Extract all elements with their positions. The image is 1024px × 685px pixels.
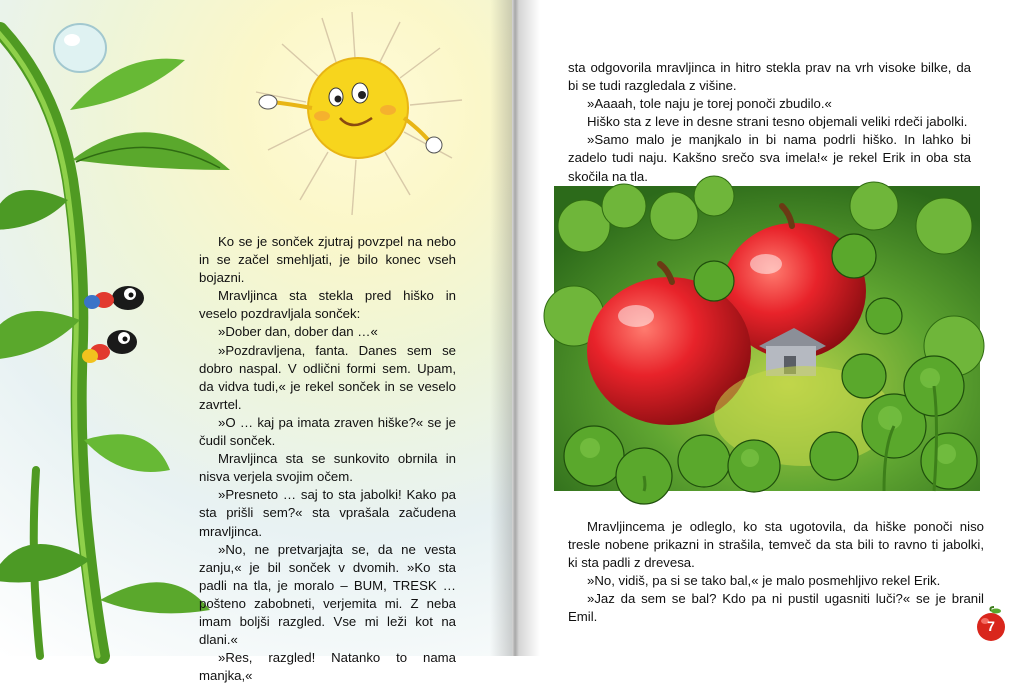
paragraph: »O … kaj pa imata zraven hiške?« se je čudil sonček. [199,414,456,449]
paragraph: »No, vidiš, pa si se tako bal,« je malo posmehljivo rekel Erik. [587,573,941,589]
paragraph: »Presneto … saj to sta jabolki! Kako pa sta prišli sem?« sta vprašala začudena mravljinca. [199,487,456,539]
paragraph: »Dober dan, dober dan …« [218,324,378,340]
paragraph: Mravljincema je odleglo, ko sta ugotovila, da hiške ponoči niso tresle nobene prikazni in strašila, temveč da sta bili to ravno ti jabolki, ki sta padli z drevesa. [568,519,984,571]
paragraph: Mravljinca sta se sunkovito obrnila in nisva verjela svojim očem. [199,451,456,485]
paragraph: Mravljinca sta stekla pred hiško in veselo pozdravljala sonček: [199,288,456,322]
page-gutter [490,0,540,656]
paragraph: sta odgovorila mravljinca in hitro stekla prav na vrh visoke bilke, da bi se tudi razgledala z višine. [568,60,971,94]
apples-clover-illustration [554,186,980,491]
paragraph: Ko se je sonček zjutraj povzpel na nebo in se začel smehljati, je bilo konec vseh bojazni. [199,234,456,286]
paragraph: Hiško sta z leve in desne strani tesno objemali veliki rdeči jabolki. [587,114,968,130]
ant-characters [82,286,144,363]
dewdrop [54,24,106,72]
paragraph: »Aaaah, tole naju je torej ponoči zbudilo.« [587,96,832,112]
paragraph: »Pozdravljena, fanta. Danes sem se dobro naspal. V odlični formi sem. Upam, da vidva tudi,« je rekel sonček in se veselo zavrtel. [199,342,456,412]
right-page-top-text [568,59,971,186]
paragraph: »Res, razgled! Natanko to nama manjka,« [199,650,456,684]
paragraph: »No, ne pretvarjajta se, da ne vesta zanju,« je bil sonček v dvomih. »Ko sta padli na tla, je moralo – BUM, TRESK … pošteno zabobneti, verjemita mi. Z neba imam boljši razgled. Vse mi leži kot na dlani.« [199,541,456,648]
left-page-text [199,233,456,685]
page-number: 7 [987,618,995,634]
sun-character [259,58,442,158]
paragraph: »Jaz da sem se bal? Kdo pa ni pustil ugasniti luči?« se je branil Emil. [568,591,984,625]
right-page-bottom-text [568,518,984,627]
left-page [0,0,512,684]
paragraph: »Samo malo je manjkalo in bi nama podrli hiško. In lahko bi zadelo tudi naju. Kakšno srečo sva imela!« je rekel Erik in oba sta skočila na tla. [568,132,971,184]
page-number-badge [974,607,1008,641]
